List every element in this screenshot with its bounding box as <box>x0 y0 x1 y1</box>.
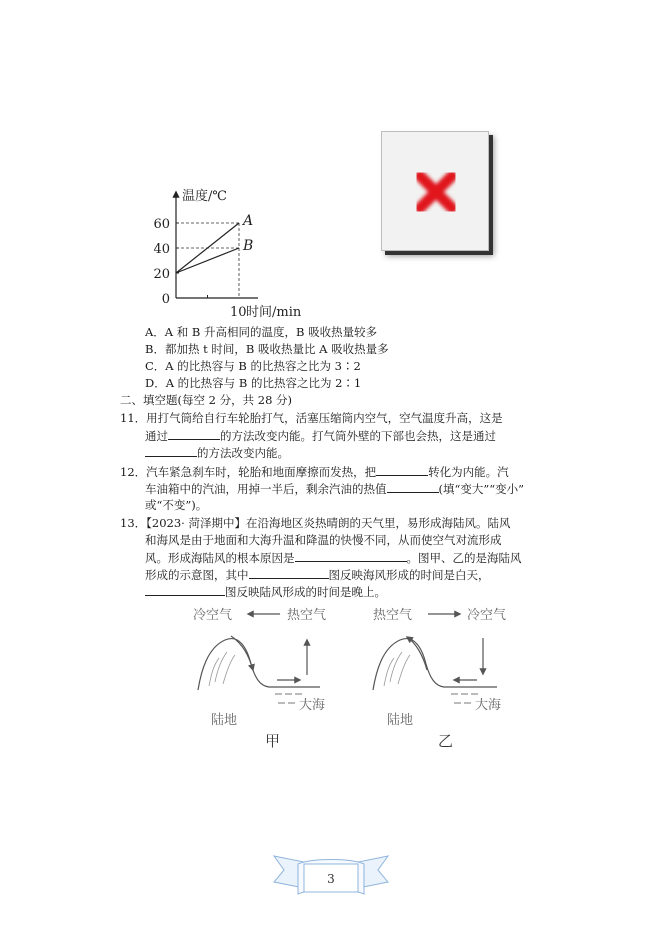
yi-land-label: 陆地 <box>387 713 414 728</box>
q13-line5: 图反映陆风形成的时间是晚上。 <box>145 583 386 601</box>
series-label-b: B <box>243 238 254 254</box>
option-b: B．都加热 t 时间，B 吸收热量比 A 吸收热量多 <box>145 342 389 356</box>
q11-line3: 的方法改变内能。 <box>145 444 289 462</box>
y-tick-label: 20 <box>153 267 170 282</box>
q12-line1: 12．汽车紧急刹车时，轮胎和地面摩擦而发热，把 转化为内能。汽 <box>120 465 509 479</box>
q11-line1: 11．用打气筒给自行车轮胎打气，活塞压缩筒内空气，空气温度升高，这是 <box>120 411 503 425</box>
sea-land-breeze-diagram-yi <box>365 600 525 750</box>
yi-cold-air-label: 冷空气 <box>467 608 507 623</box>
yi-caption: 乙 <box>438 732 454 750</box>
section-title: 二、填空题(每空 2 分，共 28 分) <box>120 393 293 407</box>
jia-sea-label: 大海 <box>299 698 326 713</box>
broken-image-icon <box>382 132 488 250</box>
y-tick-label: 40 <box>153 242 170 257</box>
q11-blank-2[interactable] <box>145 444 197 457</box>
q12-line2: 车油箱中的汽油，用掉一半后，剩余汽油的热值 (填“变大”“变小” <box>145 482 525 496</box>
series-line-b <box>176 248 239 273</box>
q11-line2: 通过 的方法改变内能。打气筒外壁的下部也会热，这是通过 <box>145 429 496 443</box>
q13-blank-3[interactable] <box>145 583 225 596</box>
q12-blank-1[interactable] <box>376 463 428 476</box>
jia-hot-air-label: 热空气 <box>287 608 327 623</box>
y-tick-label: 60 <box>153 217 170 232</box>
option-c: C．A 的比热容与 B 的比热容之比为 3∶2 <box>145 359 361 373</box>
q13-line1: 13．【2023· 菏泽期中】在沿海地区炎热晴朗的天气里，易形成海陆风。陆风 <box>120 516 511 530</box>
q13-blank-1[interactable] <box>295 549 407 562</box>
option-a: A．A 和 B 升高相同的温度，B 吸收热量较多 <box>145 325 378 339</box>
option-d: D．A 的比热容与 B 的比热容之比为 2∶1 <box>145 376 362 390</box>
jia-cold-air-label: 冷空气 <box>193 608 233 623</box>
temperature-time-chart <box>150 180 340 325</box>
broken-image-placeholder <box>381 131 489 251</box>
q13-line3: 风。形成海陆风的根本原因是 。图甲、乙的是海陆风 <box>145 551 522 565</box>
y-axis-label: 温度/℃ <box>182 189 227 204</box>
yi-sea-label: 大海 <box>475 698 502 713</box>
x-axis-label: 时间/min <box>246 305 302 320</box>
q12-blank-2[interactable] <box>387 480 439 493</box>
page-number-banner <box>272 852 390 902</box>
q12-line3: 或“不变”)。 <box>145 498 208 512</box>
y-tick-label: 0 <box>161 292 170 307</box>
yi-hot-air-label: 热空气 <box>373 608 413 623</box>
q11-blank-1[interactable] <box>168 427 220 440</box>
sea-land-breeze-diagram-jia <box>185 600 345 750</box>
series-label-a: A <box>243 213 254 229</box>
page-number: 3 <box>327 872 335 886</box>
q13-blank-2[interactable] <box>249 566 329 579</box>
q13-line2: 和海风是由于地面和大海升温和降温的快慢不同，从而使空气对流形成 <box>145 533 502 547</box>
jia-caption: 甲 <box>265 732 281 750</box>
x-tick-label: 10 <box>230 305 247 320</box>
series-line-a <box>176 223 239 273</box>
q13-line4: 形成的示意图，其中 图反映海风形成的时间是白天， <box>145 568 490 582</box>
jia-land-label: 陆地 <box>211 713 238 728</box>
